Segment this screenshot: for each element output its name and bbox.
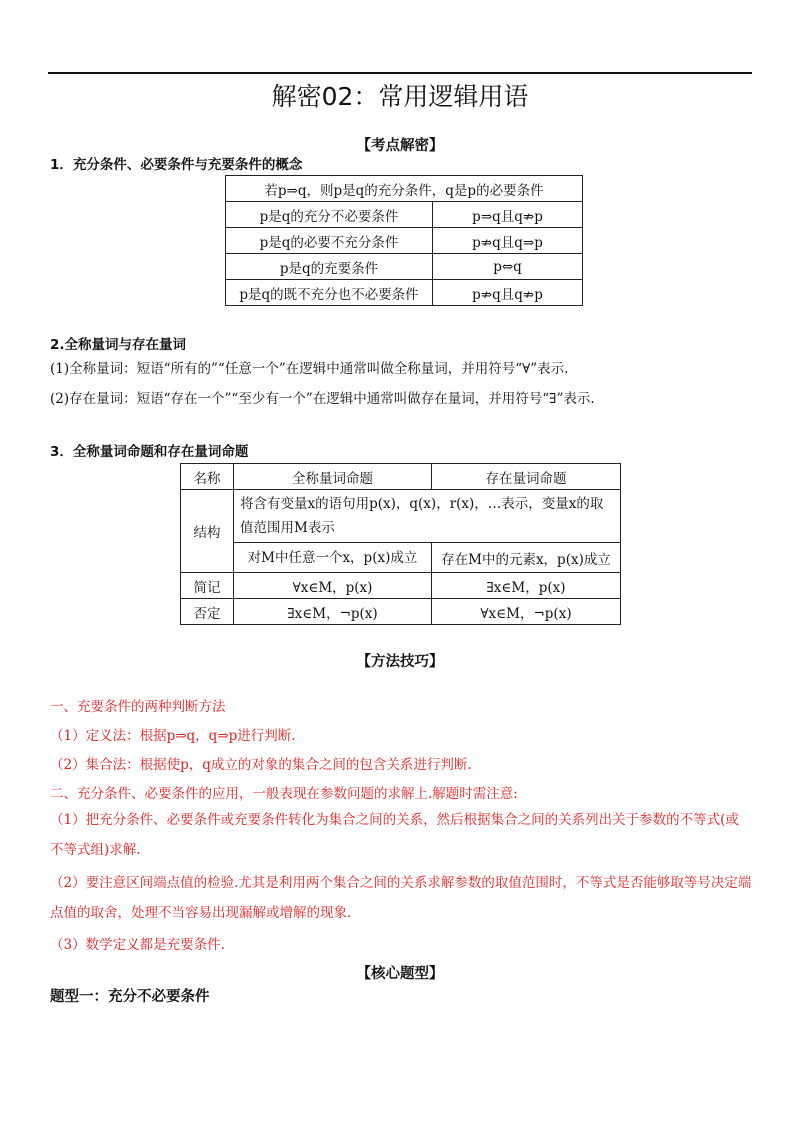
method-1-item-1: （1）定义法：根据p⇒q，q⇒p进行判断. (50, 728, 296, 744)
table-cell-negation-label: 否定 (181, 599, 234, 625)
table-cell-negation-existential: ∀x∈M，¬p(x) (432, 599, 621, 625)
table-cell-desc: p是q的充分不必要条件 (226, 202, 433, 228)
table-cell-symbol: p⇏q且q⇏p (433, 280, 583, 306)
method-1-item-2: （2）集合法：根据使p，q成立的对象的集合之间的包含关系进行判断. (50, 757, 472, 773)
table-cell-short-universal: ∀x∈M，p(x) (234, 573, 432, 599)
conditions-table (225, 175, 583, 306)
table-row (226, 228, 583, 254)
table-cell-desc: p是q的既不充分也不必要条件 (226, 280, 433, 306)
paragraph-universal-quantifier: (1)全称量词：短语“所有的”“任意一个”在逻辑中通常叫做全称量词，并用符号“∀”表示. (50, 361, 569, 377)
table-cell-negation-universal: ∃x∈M，¬p(x) (234, 599, 432, 625)
table-cell-short-existential: ∃x∈M，p(x) (432, 573, 621, 599)
table-cell-structure-existential: 存在M中的元素x，p(x)成立 (432, 543, 621, 573)
method-2-item-1: （1）把充分条件、必要条件或充要条件转化为集合之间的关系，然后根据集合之间的关系列出关于参数的不等式(或不等式组)求解. (50, 812, 739, 858)
heading-quantifier-propositions: 3．全称量词命题和存在量词命题 (50, 444, 249, 460)
table-cell-structure-universal: 对M中任意一个x，p(x)成立 (234, 543, 432, 573)
table-header-existential: 存在量词命题 (432, 464, 621, 490)
table-cell-symbol: p⇒q且q⇏p (433, 202, 583, 228)
quantifier-table (180, 463, 621, 625)
table-row (181, 543, 621, 573)
paragraph-existential-quantifier: (2)存在量词：短语“存在一个”“至少有一个”在逻辑中通常叫做存在量词，并用符号“∃”表示. (50, 391, 595, 407)
page-title: 解密02：常用逻辑用语 (271, 82, 529, 111)
table-row (181, 573, 621, 599)
section-heading-methods: 【方法技巧】 (356, 654, 444, 670)
table-cell-desc: p是q的充要条件 (226, 254, 433, 280)
question-type-heading: 题型一：充分不必要条件 (50, 989, 210, 1005)
table-row (226, 176, 583, 202)
table-row (181, 490, 621, 543)
table-cell-structure-label: 结构 (181, 490, 234, 573)
heading-conditions: 1．充分条件、必要条件与充要条件的概念 (50, 157, 303, 173)
method-2-item-2: （2）要注意区间端点值的检验.尤其是利用两个集合之间的关系求解参数的取值范围时，不等式是否能够取等号决定端点值的取舍，处理不当容易出现漏解或增解的现象. (50, 875, 752, 921)
table-cell-desc: p是q的必要不充分条件 (226, 228, 433, 254)
method-2-heading: 二、充分条件、必要条件的应用，一般表现在参数问题的求解上.解题时需注意: (50, 786, 518, 802)
table-row (226, 202, 583, 228)
table-header-cell: 若p⇒q，则p是q的充分条件，q是p的必要条件 (226, 176, 583, 202)
heading-quantifiers: 2.全称量词与存在量词 (50, 337, 187, 353)
method-1-heading: 一、充要条件的两种判断方法 (50, 699, 226, 715)
table-row (226, 254, 583, 280)
table-row (226, 280, 583, 306)
table-cell-structure-desc: 将含有变量x的语句用p(x)，q(x)，r(x)，…表示，变量x的取值范围用M表示 (234, 490, 621, 543)
table-cell-symbol: p⇔q (433, 254, 583, 280)
table-header-universal: 全称量词命题 (234, 464, 432, 490)
table-cell-symbol: p⇏q且q⇒p (433, 228, 583, 254)
table-row (181, 599, 621, 625)
section-heading-key-points: 【考点解密】 (356, 138, 444, 154)
table-row (181, 464, 621, 490)
table-header-name: 名称 (181, 464, 234, 490)
method-2-item-3: （3）数学定义都是充要条件. (50, 937, 225, 953)
table-cell-short-label: 简记 (181, 573, 234, 599)
top-rule (48, 72, 752, 74)
section-heading-core-types: 【核心题型】 (356, 966, 444, 982)
